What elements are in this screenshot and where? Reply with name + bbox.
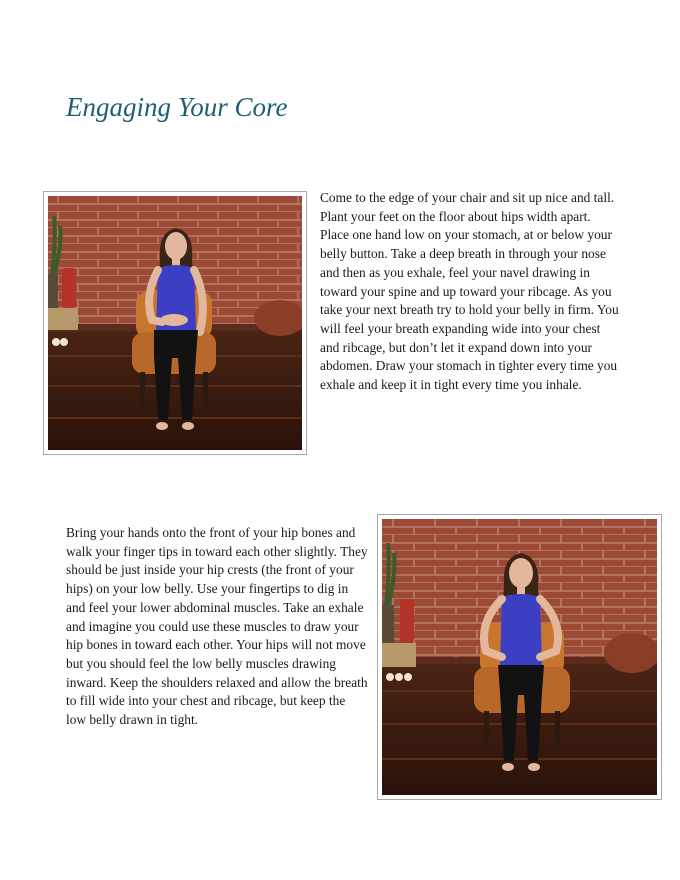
photo-hand-on-belly (43, 191, 307, 455)
photo-hand-on-belly-image (48, 196, 302, 450)
photo-hands-on-hips (377, 514, 662, 800)
paragraph-section1: Come to the edge of your chair and sit up nice and tall. Plant your feet on the floor about hips width apart. Place one hand low on your stomach, at or below your belly button. Take a deep breath in through your nose and then as you exhale, feel your navel drawing in toward your spine and up toward your ribcage. As you take your next breath try to hold your belly in firm. You will feel your breath expanding wide into your chest and ribcage, but don’t let it expand down into your abdomen. Draw your stomach in tighter every time you exhale and keep it in tight every time you inhale. (320, 190, 619, 393)
photo-hands-on-hips-image (382, 519, 657, 795)
paragraph-section2: Bring your hands onto the front of your hip bones and walk your finger tips in toward each other slightly. They should be just inside your hip crests (the front of your hips) on your low belly. Use your fingertips to dig in and feel your lower abdominal muscles. Take an exhale and imagine you could use these muscles to draw your hip bones in toward each other. Your hips will not move but you should feel the low belly muscles drawing inward. Keep the shoulders relaxed and allow the breath to fill wide into your chest and ribcage, but keep the low belly drawn in tight. (66, 525, 368, 728)
page-title: Engaging Your Core (66, 92, 288, 122)
